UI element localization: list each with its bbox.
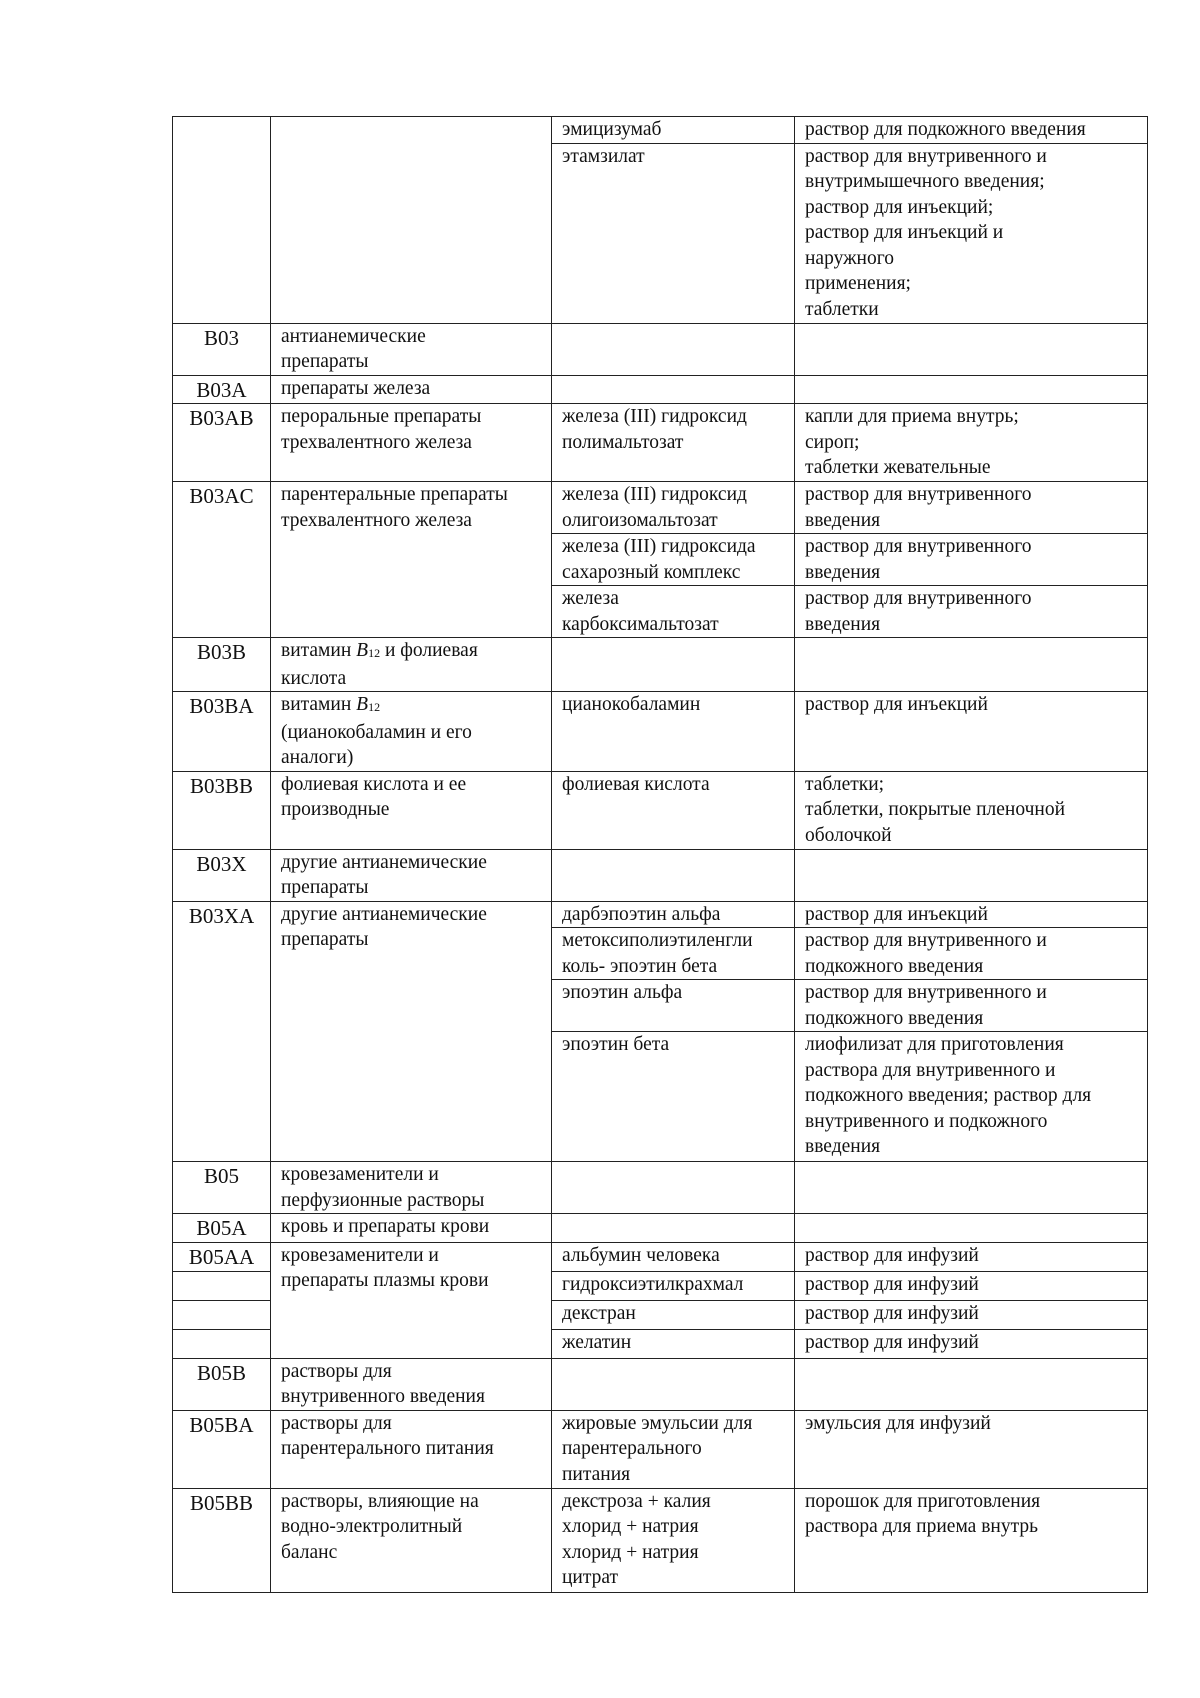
group-name: трехвалентного железа: [281, 431, 472, 453]
dosage-form: раствор для инфузий: [805, 1273, 979, 1295]
drug-name: дарбэпоэтин альфа: [562, 903, 721, 925]
dosage-form: раствор для подкожного введения: [805, 119, 1086, 140]
dosage-form-cell: [795, 375, 1148, 404]
dosage-form: раствор для инъекций: [805, 694, 988, 715]
drug-classification-table: [172, 116, 1148, 1593]
dosage-form: таблетки;: [805, 773, 885, 795]
atc-code-cell: [173, 375, 271, 404]
table-row: [173, 117, 1148, 144]
group-name: (цианокобаламин и его: [281, 721, 472, 743]
dosage-form-cell: [795, 1214, 1148, 1243]
group-name: [281, 692, 541, 720]
drug-name-cell: [552, 482, 795, 534]
group-name-text: витамин: [281, 640, 357, 661]
dosage-form: подкожного введения; раствор для: [805, 1085, 1092, 1106]
group-name: парентеральные препараты: [281, 484, 508, 505]
dosage-form: раствор для инфузий: [805, 1244, 979, 1266]
atc-code-cell: [173, 692, 271, 772]
dosage-form-cell: [795, 901, 1148, 928]
table-row: [173, 849, 1148, 901]
drug-name: полимальтозат: [562, 431, 684, 453]
dosage-form-cell: [795, 1329, 1148, 1358]
drug-name: цитрат: [562, 1567, 619, 1588]
drug-name: гидроксиэтилкрахмал: [562, 1273, 744, 1295]
group-name: фолиевая кислота и ее: [281, 773, 467, 795]
table-row: [173, 323, 1148, 375]
dosage-form: раствор для инъекций и: [805, 222, 1004, 243]
atc-code-cell: [173, 1410, 271, 1488]
dosage-form: раствор для внутривенного и: [805, 145, 1047, 167]
group-name: перфузионные растворы: [281, 1189, 485, 1211]
drug-name: эмицизумаб: [562, 119, 662, 140]
group-name-cell: [271, 1410, 552, 1488]
atc-code-cell: [173, 1358, 271, 1410]
dosage-form-cell: [795, 771, 1148, 849]
atc-code-cell: [173, 1300, 271, 1329]
group-name: производные: [281, 799, 390, 820]
dosage-form: раствор для внутривенного: [805, 588, 1032, 609]
atc-code: B03BA: [189, 694, 254, 718]
atc-code: B05BB: [189, 1490, 254, 1515]
dosage-form-cell: [795, 323, 1148, 375]
dosage-form: лиофилизат для приготовления: [805, 1034, 1064, 1055]
atc-code-cell: [173, 1162, 271, 1214]
table-row: [173, 1214, 1148, 1243]
atc-code-cell: [173, 323, 271, 375]
group-name: кровь и препараты крови: [281, 1216, 490, 1237]
group-name: водно-электролитный: [281, 1516, 463, 1537]
dosage-form: наружного: [805, 247, 894, 269]
group-name: растворы для: [281, 1412, 392, 1434]
dosage-form: раствор для внутривенного и: [805, 982, 1047, 1003]
group-name: другие антианемические: [281, 903, 487, 925]
atc-code: B05AA: [188, 1244, 255, 1269]
group-name: растворы, влияющие на: [281, 1490, 479, 1512]
dosage-form-cell: [795, 404, 1148, 482]
drug-name-cell: [552, 404, 795, 482]
dosage-form: введения: [805, 613, 881, 635]
drug-name-cell: [552, 1300, 795, 1329]
group-name: препараты железа: [281, 377, 431, 399]
atc-code: B03BB: [189, 773, 254, 798]
drug-name: железа (III) гидроксид: [562, 406, 747, 427]
table-row: [173, 375, 1148, 404]
dosage-form-cell: [795, 1242, 1148, 1271]
group-name: препараты плазмы крови: [281, 1270, 489, 1291]
vitamin-letter: B: [356, 640, 369, 661]
drug-name: эпоэтин альфа: [562, 982, 683, 1003]
group-name: растворы для: [281, 1360, 392, 1382]
drug-name: сахарозный комплекс: [562, 561, 741, 583]
dosage-form-cell: [795, 849, 1148, 901]
table-row: [173, 692, 1148, 772]
drug-name: хлорид + натрия: [562, 1541, 699, 1563]
atc-code-cell: [173, 849, 271, 901]
drug-name-cell: [552, 928, 795, 980]
dosage-form: раствора для приема внутрь: [805, 1516, 1038, 1537]
atc-code-cell: [173, 901, 271, 1162]
drug-name: фолиевая кислота: [562, 773, 710, 795]
group-name: аналоги): [281, 747, 354, 768]
drug-name-cell: [552, 1410, 795, 1488]
drug-name-cell: [552, 1488, 795, 1592]
atc-code-cell: [173, 482, 271, 638]
group-name: кислота: [281, 667, 347, 689]
drug-name-cell: [552, 771, 795, 849]
dosage-form: внутримышечного введения;: [805, 171, 1045, 192]
dosage-form: введения: [805, 561, 881, 583]
atc-code: B05B: [196, 1360, 246, 1385]
table-row: [173, 1358, 1148, 1410]
atc-code-cell: [173, 638, 271, 692]
dosage-form-cell: [795, 1271, 1148, 1300]
atc-code: B03A: [196, 377, 247, 402]
group-name: препараты: [281, 351, 369, 372]
group-name-cell: [271, 1242, 552, 1358]
drug-name: декстроза + калия: [562, 1490, 711, 1512]
dosage-form-cell: [795, 143, 1148, 323]
drug-name: желатин: [562, 1331, 632, 1353]
dosage-form-cell: [795, 638, 1148, 692]
group-name-cell: [271, 323, 552, 375]
drug-name-cell: [552, 375, 795, 404]
dosage-form-cell: [795, 1488, 1148, 1592]
dosage-form: таблетки жевательные: [805, 457, 991, 478]
atc-code: B03AC: [189, 484, 254, 508]
group-name-text: витамин: [281, 694, 357, 715]
group-name-cell: [271, 1162, 552, 1214]
dosage-form: применения;: [805, 273, 911, 294]
dosage-form-cell: [795, 1410, 1148, 1488]
group-name-cell: [271, 117, 552, 324]
dosage-form: раствор для внутривенного: [805, 536, 1032, 557]
group-name-cell: [271, 692, 552, 772]
table-row: [173, 771, 1148, 849]
drug-name-cell: [552, 1162, 795, 1214]
dosage-form-cell: [795, 482, 1148, 534]
group-name: кровезаменители и: [281, 1244, 439, 1266]
dosage-form: таблетки: [805, 298, 879, 320]
group-name-cell: [271, 375, 552, 404]
dosage-form-cell: [795, 1358, 1148, 1410]
drug-name: железа (III) гидроксида: [562, 536, 756, 557]
drug-name: жировые эмульсии для: [562, 1412, 753, 1434]
dosage-form: введения: [805, 509, 881, 531]
atc-code-cell: [173, 1214, 271, 1243]
dosage-form: раствор для инъекций: [805, 903, 988, 925]
vitamin-subscript: 12: [368, 646, 381, 660]
group-name: кровезаменители и: [281, 1164, 439, 1185]
group-name: внутривенного введения: [281, 1386, 485, 1407]
table-row: [173, 482, 1148, 534]
drug-name-cell: [552, 849, 795, 901]
drug-name: этамзилат: [562, 145, 645, 167]
group-name: трехвалентного железа: [281, 509, 472, 531]
atc-code: B05A: [196, 1216, 247, 1240]
dosage-form-cell: [795, 117, 1148, 144]
atc-code-cell: [173, 1488, 271, 1592]
dosage-form-cell: [795, 586, 1148, 638]
dosage-form: таблетки, покрытые пленочной: [805, 799, 1066, 820]
drug-name: коль- эпоэтин бета: [562, 955, 718, 977]
table-row: [173, 404, 1148, 482]
drug-name-cell: [552, 586, 795, 638]
group-name-cell: [271, 771, 552, 849]
dosage-form: раствор для инфузий: [805, 1302, 979, 1324]
group-name-cell: [271, 1488, 552, 1592]
drug-name: эпоэтин бета: [562, 1034, 670, 1055]
drug-name-cell: [552, 1358, 795, 1410]
atc-code: B03AB: [189, 406, 254, 430]
dosage-form-cell: [795, 1162, 1148, 1214]
group-name-cell: [271, 849, 552, 901]
dosage-form: раствор для инфузий: [805, 1331, 979, 1353]
dosage-form: введения: [805, 1136, 881, 1157]
drug-name: питания: [562, 1463, 631, 1485]
drug-name-cell: [552, 534, 795, 586]
group-name-cell: [271, 1358, 552, 1410]
dosage-form-cell: [795, 1300, 1148, 1329]
drug-name-cell: [552, 323, 795, 375]
vitamin-letter: B: [356, 694, 369, 715]
dosage-form-cell: [795, 928, 1148, 980]
group-name: антианемические: [281, 325, 426, 347]
group-name: пероральные препараты: [281, 406, 482, 427]
dosage-form: раствор для инъекций;: [805, 196, 994, 218]
table-row: [173, 1242, 1148, 1271]
group-name-cell: [271, 638, 552, 692]
dosage-form: раствор для внутривенного и: [805, 930, 1047, 951]
dosage-form: оболочкой: [805, 824, 892, 846]
drug-name-cell: [552, 1271, 795, 1300]
dosage-form-cell: [795, 980, 1148, 1032]
atc-code: B03X: [196, 851, 247, 876]
dosage-form-cell: [795, 534, 1148, 586]
table-row: [173, 901, 1148, 928]
atc-code: B03B: [196, 640, 246, 664]
atc-code-cell: [173, 117, 271, 324]
drug-name-cell: [552, 1242, 795, 1271]
atc-code: B03: [203, 325, 239, 350]
drug-name: метоксиполиэтиленгли: [562, 930, 753, 951]
drug-name-cell: [552, 901, 795, 928]
group-name-cell: [271, 404, 552, 482]
drug-name: хлорид + натрия: [562, 1516, 699, 1537]
group-name: баланс: [281, 1541, 338, 1563]
drug-name-cell: [552, 117, 795, 144]
dosage-form: капли для приема внутрь;: [805, 406, 1019, 427]
group-name: препараты: [281, 929, 369, 950]
drug-name-cell: [552, 1329, 795, 1358]
drug-name-cell: [552, 638, 795, 692]
vitamin-subscript: 12: [368, 700, 381, 714]
drug-name: карбоксимальтозат: [562, 613, 719, 635]
atc-code-cell: [173, 1329, 271, 1358]
group-name-cell: [271, 482, 552, 638]
dosage-form: подкожного введения: [805, 955, 984, 977]
drug-name-cell: [552, 1032, 795, 1162]
table-row: [173, 638, 1148, 692]
dosage-form: внутривенного и подкожного: [805, 1110, 1048, 1132]
group-name: [281, 638, 541, 666]
dosage-form: подкожного введения: [805, 1007, 984, 1029]
dosage-form: порошок для приготовления: [805, 1490, 1041, 1512]
atc-code-cell: [173, 1242, 271, 1271]
dosage-form: эмульсия для инфузий: [805, 1412, 991, 1434]
group-name-text: и фолиевая: [380, 640, 478, 661]
dosage-form-cell: [795, 692, 1148, 772]
drug-name: альбумин человека: [562, 1244, 720, 1266]
table-row: [173, 1410, 1148, 1488]
atc-code: B03XA: [188, 903, 255, 928]
drug-name: железа (III) гидроксид: [562, 484, 747, 505]
dosage-form-cell: [795, 1032, 1148, 1162]
drug-name: цианокобаламин: [562, 694, 701, 715]
atc-code: B05: [203, 1164, 239, 1188]
drug-name: олигоизомальтозат: [562, 509, 718, 531]
group-name: другие антианемические: [281, 851, 487, 873]
group-name-cell: [271, 901, 552, 1162]
dosage-form: раствор для внутривенного: [805, 484, 1032, 505]
table-row: [173, 1488, 1148, 1592]
group-name-cell: [271, 1214, 552, 1243]
drug-name-cell: [552, 692, 795, 772]
drug-name: железа: [562, 588, 619, 609]
drug-name: парентерального: [562, 1438, 702, 1459]
table-row: [173, 1162, 1148, 1214]
drug-name: декстран: [562, 1302, 636, 1324]
atc-code-cell: [173, 771, 271, 849]
drug-name-cell: [552, 980, 795, 1032]
group-name: препараты: [281, 877, 369, 898]
group-name: парентерального питания: [281, 1438, 494, 1459]
atc-code: B05BA: [189, 1412, 254, 1437]
dosage-form: раствора для внутривенного и: [805, 1059, 1056, 1081]
dosage-form: сироп;: [805, 431, 860, 453]
drug-name-cell: [552, 1214, 795, 1243]
drug-name-cell: [552, 143, 795, 323]
atc-code-cell: [173, 404, 271, 482]
atc-code-cell: [173, 1271, 271, 1300]
